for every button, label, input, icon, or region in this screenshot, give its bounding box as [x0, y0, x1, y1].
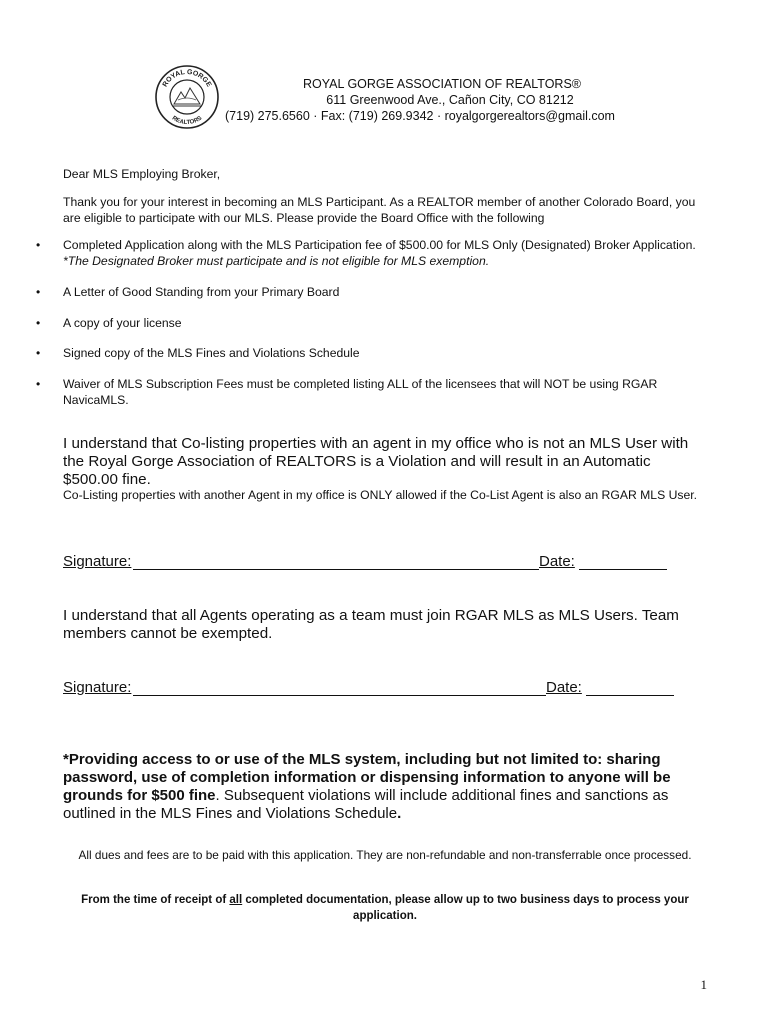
signature-label: Signature:	[63, 679, 132, 696]
team-statement: I understand that all Agents operating as a team must join RGAR MLS as MLS Users. Team members cannot be exempted.	[63, 607, 679, 642]
processing-note-all: all	[229, 894, 243, 906]
org-name: ROYAL GORGE ASSOCIATION OF REALTORS®	[302, 77, 581, 91]
svg-text:REALTORS: REALTORS	[170, 115, 204, 127]
page-number: 1	[700, 977, 707, 992]
date-label: Date:	[539, 553, 575, 570]
bullet-icon: •	[36, 238, 41, 252]
processing-note-start: From the time of receipt of	[81, 894, 230, 906]
processing-note	[63, 892, 707, 924]
letterhead	[200, 76, 640, 124]
dues-note: All dues and fees are to be paid with this application. They are non-refundable and non-transferrable once processed.	[78, 848, 692, 862]
date-field[interactable]	[586, 695, 674, 696]
greeting: Dear MLS Employing Broker,	[63, 167, 221, 181]
bullet-icon: •	[36, 316, 41, 330]
requirement-license: A copy of your license	[63, 316, 182, 330]
bullet-icon: •	[36, 285, 41, 299]
colisting-statement: I understand that Co-listing properties with an agent in my office who is not an MLS User with the Royal Gorge Association of REALTORS is a Violation and will result in an Automatic $500.00 fine.	[63, 435, 689, 488]
org-contact: (719) 275.6560 · Fax: (719) 269.9342 · royalgorgerealtors@gmail.com	[225, 109, 615, 123]
signature-label: Signature:	[63, 553, 132, 570]
date-field[interactable]	[579, 569, 667, 570]
requirement-fines-schedule: Signed copy of the MLS Fines and Violations Schedule	[63, 346, 360, 360]
designated-broker-note: *The Designated Broker must participate and is not eligible for MLS exemption.	[63, 254, 490, 268]
signature-field[interactable]	[133, 569, 539, 570]
bullet-icon: •	[36, 377, 41, 391]
warning-rest-text: . Subsequent violations will include additional fines and sanctions as outlined in the MLS Fines and Violations Schedule	[63, 787, 669, 822]
org-address: 611 Greenwood Ave., Cañon City, CO 81212	[326, 93, 574, 107]
requirement-good-standing: A Letter of Good Standing from your Primary Board	[63, 285, 340, 299]
signature-field[interactable]	[133, 695, 546, 696]
intro-paragraph: Thank you for your interest in becoming an MLS Participant. As a REALTOR member of another Colorado Board, you are eligible to participate with our MLS. Please provide the Board Office with the following	[63, 195, 696, 225]
requirement-waiver: Waiver of MLS Subscription Fees must be completed listing ALL of the licensees that will NOT be using RGAR NavicaMLS.	[63, 377, 658, 407]
processing-note-end: completed documentation, please allow up to two business days to process your application.	[242, 894, 689, 922]
colisting-note: Co-Listing properties with another Agent in my office is ONLY allowed if the Co-List Agent is also an RGAR MLS User.	[63, 488, 698, 502]
mls-access-warning	[63, 751, 713, 823]
svg-text:ROYAL GORGE: ROYAL GORGE	[161, 68, 213, 89]
warning-bold-text: *Providing access to or use of the MLS system, including but not limited to: sharing password, use of completion information or dispensing information to anyone will be grounds for $500 fine	[63, 751, 671, 804]
bullet-icon: •	[36, 346, 41, 360]
requirement-application: Completed Application along with the MLS Participation fee of $500.00 for MLS Only (Designated) Broker Application.	[63, 238, 696, 252]
warning-end-text: .	[397, 805, 402, 822]
date-label: Date:	[546, 679, 582, 696]
